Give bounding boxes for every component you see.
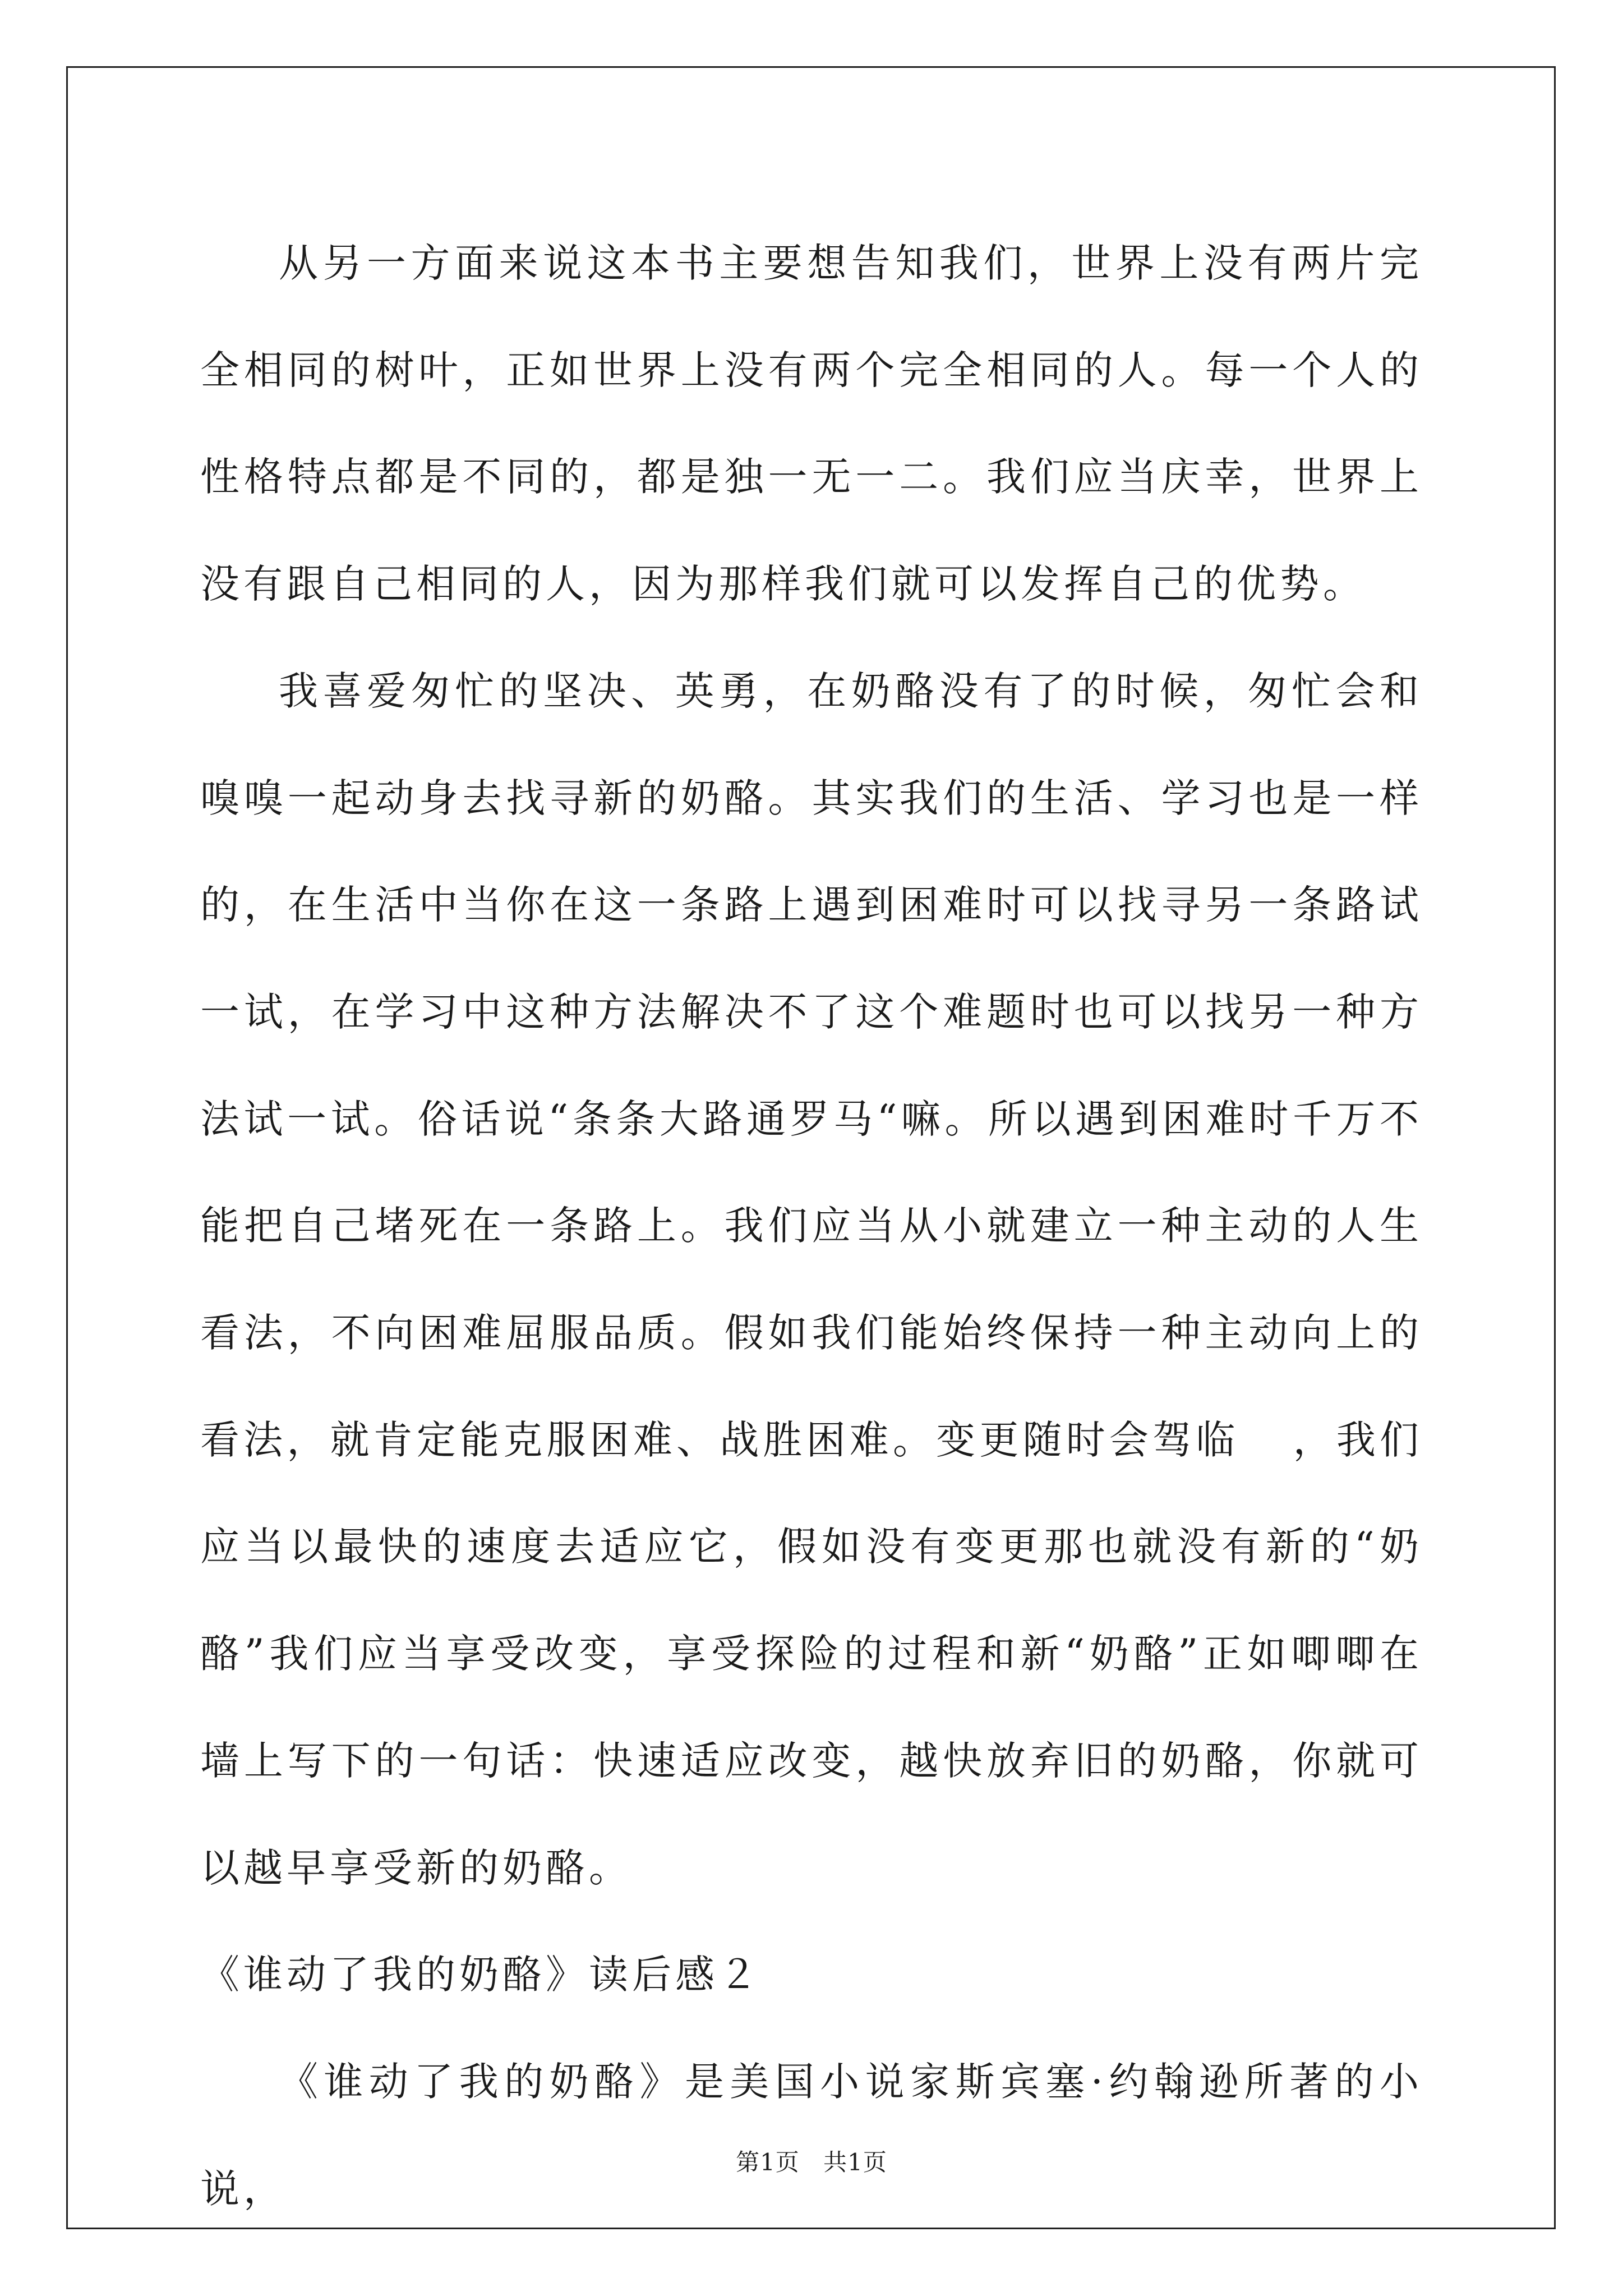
section-heading: 《谁动了我的奶酪》读后感２ (200, 1952, 762, 1998)
page-number: 第1页 (736, 2148, 800, 2176)
paragraph: 《谁动了我的奶酪》是美国小说家斯宾塞·约翰逊所著的小说， (200, 2058, 1423, 2212)
page-total: 共1页 (823, 2148, 887, 2176)
page-footer (0, 2144, 1623, 2178)
paragraph: 从另一方面来说这本书主要想告知我们，世界上没有两片完全相同的树叶，正如世界上没有两个完全相同的人。每一个人的性格特点都是不同的，都是独一无一二。我们应当庆幸，世界上没有跟自己相同的人，因为那样我们就可以发挥自己的优势。 (200, 240, 1423, 608)
paragraph-text: ，我们应当以最快的速度去适应它，假如没有变更那也就没有新的“奶酪”我们应当享受改变，享受探险的过程和新“奶酪”正如唧唧在墙上写下的一句话：快速适应改变，越快放弃旧的奶酪，你就可以越早享受新的奶酪。 (200, 1416, 1423, 1891)
paragraph (200, 638, 1423, 1921)
document-body (200, 210, 1423, 2242)
paragraph-text: 我喜爱匆忙的坚决、英勇，在奶酪没有了的时候，匆忙会和嗅嗅一起动身去找寻新的奶酪。其实我们的生活、学习也是一样的，在生活中当你在这一条路上遇到困难时可以找寻另一条路试一试，在学习中这种方法解决不了这个难题时也可以找另一种方法试一试。俗话说“条条大路通罗马“嘛。所以遇到困难时千万不能把自己堵死在一条路上。我们应当从小就建立一种主动的人生看法，不向困难屈服品质。假如我们能始终保持一种主动向上的看法，就肯定能克服困难、战胜困难。变更随时会驾临 (200, 668, 1423, 1463)
